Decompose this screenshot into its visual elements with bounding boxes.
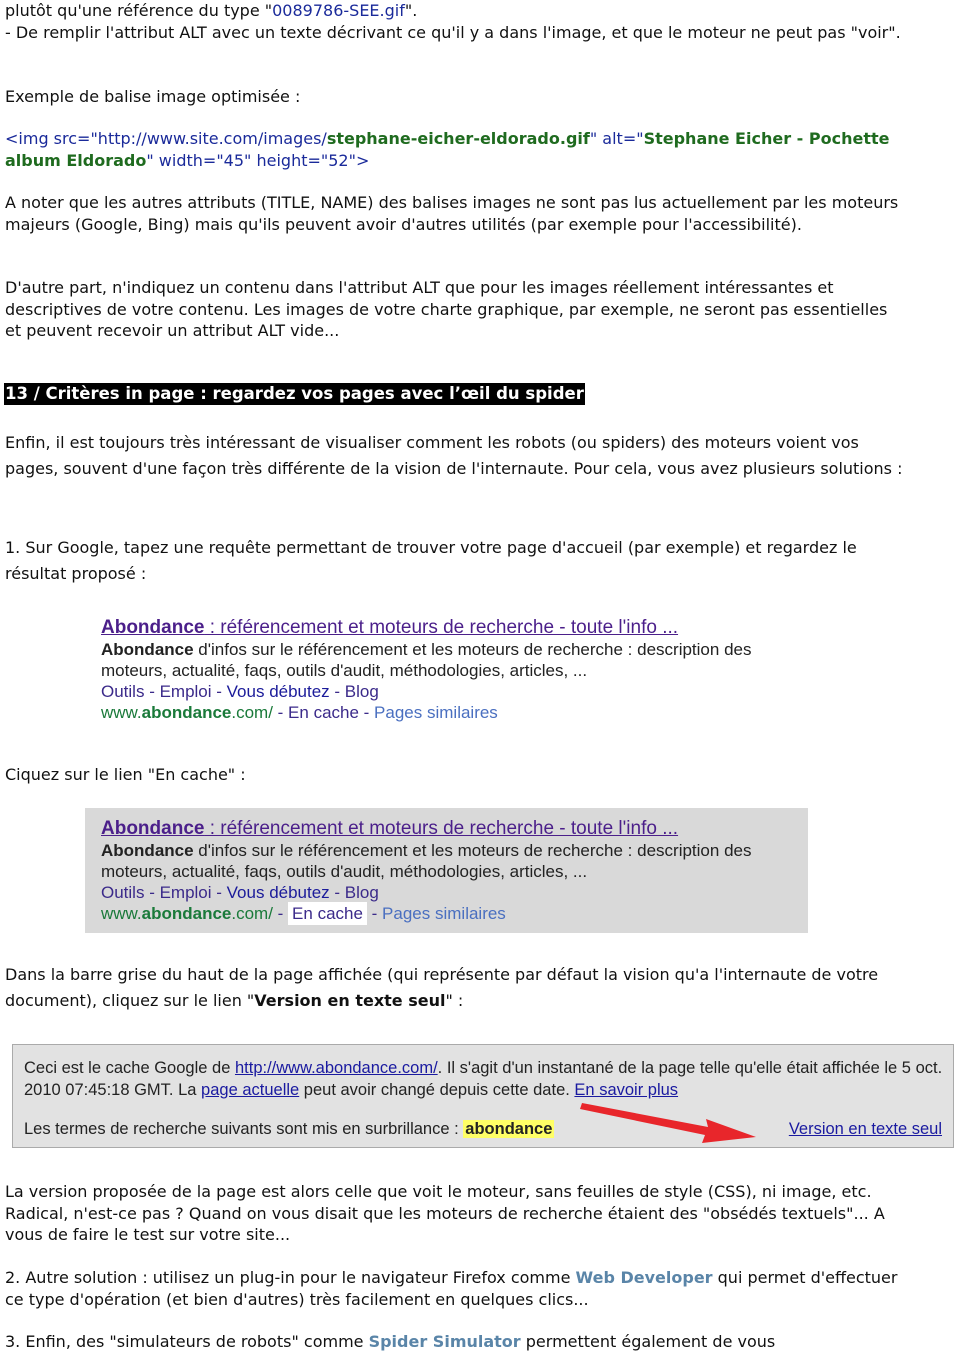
attributes-paragraph: A noter que les autres attributs (TITLE, NAME) des balises images ne sont pas lus actuellement par les moteurs majeurs (Google, Bing) mais qu'ils peuvent avoir d'autres utilités (par exemple pour l'accessibilité). — [5, 193, 899, 234]
serp-description: Abondance d'infos sur le référencement et les moteurs de recherche : description des moteurs, actualité, faqs, outils d'audit, méthodologies, articles, ... — [101, 640, 752, 680]
cached-url-link[interactable]: http://www.abondance.com/ — [234, 1059, 438, 1077]
click-cache-instruction: Ciquez sur le lien "En cache" : — [5, 765, 246, 784]
cache-info-text: Ceci est le cache Google de http://www.abondance.com/. Il s'agit d'un instantané de la page telle qu'elle était affichée le 5 oct. 2010 07:45:18 GMT. La page actuelle peut avoir changé depuis cette date. En savoir plus — [24, 1059, 943, 1099]
sitelink-outils[interactable]: Outils — [101, 682, 145, 701]
serp-sitelinks: Outils - Emploi - Vous débutez - Blog — [101, 883, 379, 902]
sitelink-emploi[interactable]: Emploi — [159, 682, 212, 701]
version-instruction: Dans la barre grise du haut de la page affichée (qui représente par défaut la vision qu'a l'internaute de votre document), cliquez sur le lien "Version en texte seul" : — [5, 965, 879, 1010]
code-part: <img src="http://www.site.com/images/ — [5, 129, 327, 148]
text-only-version-link[interactable]: Version en texte seul — [788, 1120, 942, 1138]
learn-more-link[interactable]: En savoir plus — [574, 1081, 679, 1099]
sitelink-emploi[interactable]: Emploi — [159, 883, 212, 902]
sitelink-vous-debutez[interactable]: Vous débutez — [226, 883, 330, 902]
google-cache-bar — [12, 1044, 954, 1148]
sitelink-blog[interactable]: Blog — [344, 682, 379, 701]
alt-instruction: - De remplir l'attribut ALT avec un texte décrivant ce qu'il y a dans l'image, et que le moteur ne peut pas "voir". — [5, 22, 901, 42]
sitelink-blog[interactable]: Blog — [344, 883, 379, 902]
version-text-only-label: Version en texte seul — [254, 991, 446, 1010]
example-label: Exemple de balise image optimisée : — [5, 87, 301, 106]
step-1: 1. Sur Google, tapez une requête permettant de trouver votre page d'accueil (par exemple) et regardez le résultat proposé : — [5, 538, 857, 583]
serp-title[interactable]: Abondance : référencement et moteurs de recherche - toute l'info ... — [101, 818, 679, 839]
current-page-link[interactable]: page actuelle — [201, 1081, 300, 1099]
sitelink-vous-debutez[interactable]: Vous débutez — [226, 682, 330, 701]
serp-result-image — [101, 617, 791, 723]
highlighted-keyword: abondance — [465, 1120, 553, 1138]
serp-url-line: www.abondance.com/ - En cache - Pages similaires — [101, 904, 506, 923]
serp-title[interactable]: Abondance : référencement et moteurs de recherche - toute l'info ... — [101, 617, 679, 638]
serp-cache-link-highlighted[interactable]: En cache — [288, 902, 367, 925]
intro-text: plutôt qu'une référence du type " — [5, 1, 273, 20]
serp-result-image-highlighted — [101, 818, 801, 924]
step-2: 2. Autre solution : utilisez un plug-in pour le navigateur Firefox comme Web Developer qui permet d'effectuer ce type d'opération (et bien d'autres) très facilement en quelques clics... — [5, 1268, 898, 1309]
spider-simulator-link[interactable]: Spider Simulator — [368, 1332, 521, 1351]
serp-cache-link[interactable]: En cache — [288, 703, 359, 722]
code-alt-text: Stephane Eicher - Pochette album Eldorado — [5, 129, 890, 170]
web-developer-link[interactable]: Web Developer — [575, 1268, 713, 1287]
code-example — [5, 128, 905, 171]
code-part: " alt=" — [589, 129, 644, 148]
result-paragraph: La version proposée de la page est alors celle que voit le moteur, sans feuilles de style (CSS), ni image, etc. Radical, n'est-ce pas ? Quand on vous disait que les moteurs de recherche étaient des "obsédés textuels"... A vous de faire le test sur votre site... — [5, 1182, 885, 1244]
red-arrow-icon — [580, 1097, 760, 1147]
spider-paragraph: Enfin, il est toujours très intéressant de visualiser comment les robots (ou spiders) des moteurs voient vos pages, souvent d'une façon très différente de la vision de l'internaute. Pour cela, vous avez plusieurs solutions : — [5, 433, 903, 478]
serp-similar-link[interactable]: Pages similaires — [374, 703, 498, 722]
intro-text-end: ". — [404, 1, 418, 20]
serp-url-line: www.abondance.com/ - En cache - Pages similaires — [101, 703, 498, 722]
code-part: " width="45" height="52"> — [146, 150, 370, 170]
code-filename: stephane-eicher-eldorado.gif — [326, 129, 590, 148]
filename-reference: 0089786-SEE.gif — [272, 1, 405, 20]
serp-url: www.abondance.com/ — [101, 703, 273, 722]
serp-description: Abondance d'infos sur le référencement et les moteurs de recherche : description des moteurs, actualité, faqs, outils d'audit, méthodologies, articles, ... — [101, 841, 752, 881]
serp-similar-link[interactable]: Pages similaires — [382, 904, 506, 923]
highlighted-terms: Les termes de recherche suivants sont mis en surbrillance : abondance — [24, 1120, 553, 1138]
step-3: 3. Enfin, des "simulateurs de robots" comme Spider Simulator permettent également de vous — [5, 1332, 776, 1351]
alt-paragraph: D'autre part, n'indiquez un contenu dans l'attribut ALT que pour les images réellement intéressantes et descriptives de votre contenu. Les images de votre charte graphique, par exemple, ne seront pas essentielles et peuvent recevoir un attribut ALT vide... — [5, 278, 888, 340]
section-heading: 13 / Critères in page : regardez vos pages avec l’œil du spider — [5, 384, 584, 403]
serp-url: www.abondance.com/ — [101, 904, 273, 923]
sitelink-outils[interactable]: Outils — [101, 883, 145, 902]
intro-paragraph — [5, 0, 905, 43]
serp-sitelinks: Outils - Emploi - Vous débutez - Blog — [101, 682, 379, 701]
